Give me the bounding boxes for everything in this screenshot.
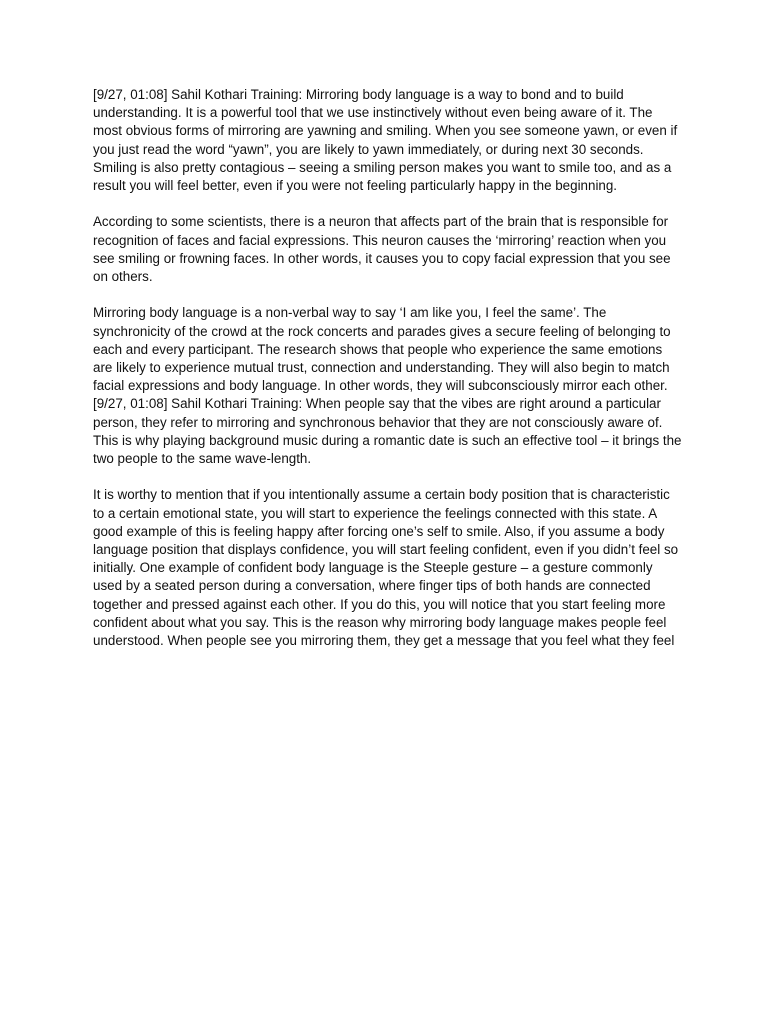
paragraph-gap (93, 286, 683, 304)
paragraph-non-verbal: Mirroring body language is a non-verbal way to say ‘I am like you, I feel the same’. The synchronicity of the crowd at the rock concerts and parades gives a secure feeling of belonging to each and every participant. The research shows that people who experience the same emotions are likely to experience mutual trust, connection and understanding. They will also begin to match facial expressions and body language. In other words, they will subconsciously mirror each other. (93, 305, 671, 394)
paragraph-gap (93, 468, 683, 486)
paragraph-gap (93, 195, 683, 213)
paragraph-yawning-smiling: [9/27, 01:08] Sahil Kothari Training: Mirroring body language is a way to bond and to build understanding. It is a powerful tool that we use instinctively without even being aware of it. The most obvious forms of mirroring are yawning and smiling. When you see someone yawn, or even if you just read the word “yawn”, you are likely to yawn immediately, or during next 30 seconds. Smiling is also pretty contagious – seeing a smiling person makes you want to smile too, and as a result you will feel better, even if you were not feeling particularly happy in the beginning. (93, 87, 678, 194)
paragraph-vibes: [9/27, 01:08] Sahil Kothari Training: When people say that the vibes are right around a particular person, they refer to mirroring and synchronous behavior that they are not consciously aware of. This is why playing background music during a romantic date is such an effective tool – it brings the two people to the same wave-length. (93, 396, 682, 467)
paragraph-body-position: It is worthy to mention that if you intentionally assume a certain body position that is characteristic to a certain emotional state, you will start to experience the feelings connected with this state. A good example of this is feeling happy after forcing one’s self to smile. Also, if you assume a body language position that displays confidence, you will start feeling confident, even if you didn’t feel so initially. One example of confident body language is the Steeple gesture – a gesture commonly used by a seated person during a conversation, where finger tips of both hands are connected together and pressed against each other. If you do this, you will notice that you start feeling more confident about what you say. This is the reason why mirroring body language makes people feel understood. When people see you mirroring them, they get a message that you feel what they feel (93, 487, 679, 649)
document-page (93, 86, 683, 650)
paragraph-neuron: According to some scientists, there is a neuron that affects part of the brain that is responsible for recognition of faces and facial expressions. This neuron causes the ‘mirroring’ reaction when you see smiling or frowning faces. In other words, it causes you to copy facial expression that you see on others. (93, 214, 671, 285)
